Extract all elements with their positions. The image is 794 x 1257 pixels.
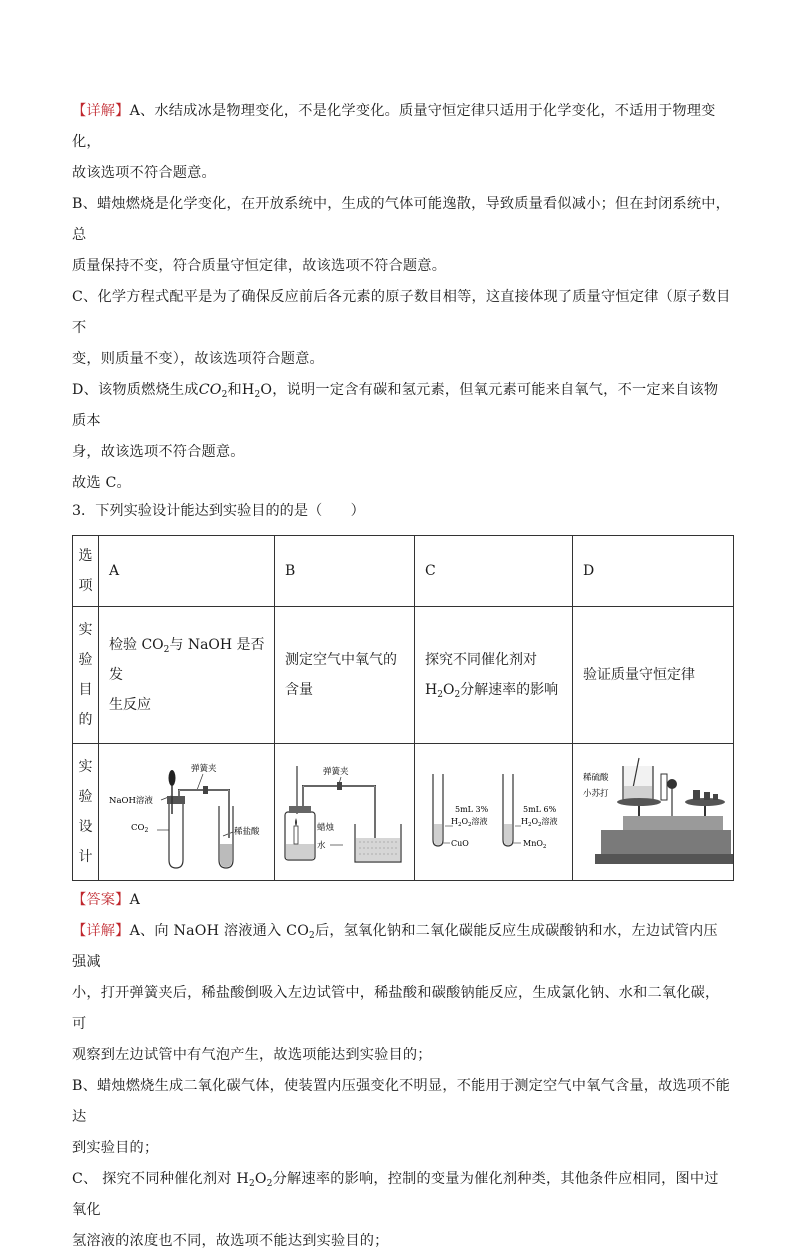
explain2-line-b1: B、蜡烛燃烧生成二氧化碳气体，使装置内压强变化不明显，不能用于测定空气中氧气含量，故选项不能达 xyxy=(72,1078,731,1126)
design-d xyxy=(573,744,734,881)
explain1-conclusion: 故选 C。 xyxy=(72,475,131,491)
explain2-line-a1: 【详解】A、向 NaOH 溶液通入 $CO_2$后，氢氧化钠和二氧化碳能反应生成碳酸钠和水，左边试管内压强减 xyxy=(72,923,718,971)
label-clip-a: 弹簧夹 xyxy=(191,764,217,775)
purpose-a: 检验 $CO_2$与 NaOH 是否发 生反应 xyxy=(99,607,275,744)
row-header-purpose: 实 验 目 的 xyxy=(73,607,99,744)
answer-tag: 【答案】 xyxy=(72,892,130,909)
option-a-header: A xyxy=(99,536,275,607)
explanation-block-2 xyxy=(72,916,732,1257)
explain1-line-c2: 变，则质量不变），故该选项符合题意。 xyxy=(72,351,324,367)
answer-value: A xyxy=(129,892,141,909)
label-naoh: NaOH溶液 xyxy=(109,796,153,807)
experiment-table xyxy=(72,535,734,881)
answer-line xyxy=(72,885,732,916)
diagram-d-balance xyxy=(573,744,734,876)
table-row-design xyxy=(73,744,734,881)
explain-tag: 【详解】 xyxy=(72,103,130,119)
diagram-a-apparatus xyxy=(99,744,275,876)
row-header-options: 选 项 xyxy=(73,536,99,607)
label-c-tube1-sol: $H_2O_2$溶液 xyxy=(451,817,488,829)
explain2-line-c1: C、 探究不同种催化剂对 $H_2O_2$分解速率的影响，控制的变量为催化剂种类，其他条件应相同，图中过氧化 xyxy=(72,1171,719,1219)
label-water: 水 xyxy=(317,841,326,852)
explain1-line-b1: B、蜡烛燃烧是化学变化，在开放系统中，生成的气体可能逸散，导致质量看似减小；但在封闭系统中，总 xyxy=(72,196,731,243)
dropper-bulb xyxy=(169,770,176,786)
label-cuo: CuO xyxy=(451,839,469,849)
explain2-line-a3: 观察到左边试管中有气泡产生，故选项能达到实验目的； xyxy=(72,1047,432,1064)
label-soda: 小苏打 xyxy=(583,789,609,800)
explain2-line-c2: 氢溶液的浓度也不同，故选项不能达到实验目的； xyxy=(72,1233,389,1250)
label-candle: 蜡烛 xyxy=(317,823,335,834)
explain1-line-a1: 【详解】A、水结成冰是物理变化，不是化学变化。质量守恒定律只适用于化学变化，不适用于物理变化， xyxy=(72,103,716,150)
explain1-line-d1: D、该物质燃烧生成$CO_2$和$H_2O$，说明一定含有碳和氢元素，但氧元素可能来自氧气，不一定来自该物质本 xyxy=(72,382,719,429)
design-c xyxy=(415,744,573,881)
option-d-header: D xyxy=(573,536,734,607)
explain1-line-a2: 故该选项不符合题意。 xyxy=(72,165,216,181)
label-c-tube2-conc: 5mL 6% xyxy=(523,805,557,815)
design-a xyxy=(99,744,275,881)
option-b-header: B xyxy=(275,536,415,607)
explain1-line-b2: 质量保持不变，符合质量守恒定律，故该选项不符合题意。 xyxy=(72,258,447,274)
explain1-line-d2: 身，故该选项不符合题意。 xyxy=(72,444,245,460)
explanation-block-1 xyxy=(72,96,732,499)
diagram-b-apparatus xyxy=(275,744,415,876)
explain1-line-c1: C、化学方程式配平是为了确保反应前后各元素的原子数目相等，这直接体现了质量守恒定律（原子数目不 xyxy=(72,289,731,336)
document-page xyxy=(72,96,732,1257)
label-c-tube2-sol: $H_2O_2$溶液 xyxy=(521,817,558,829)
row-header-design: 实 验 设 计 xyxy=(73,744,99,881)
purpose-d: 验证质量守恒定律 xyxy=(573,607,734,744)
stopper-left xyxy=(167,796,185,804)
explain2-line-b2: 到实验目的； xyxy=(72,1140,159,1157)
question-3: 3．下列实验设计能达到实验目的的是（ ） xyxy=(72,503,365,519)
label-hcl-a: 稀盐酸 xyxy=(234,827,260,838)
label-mno2: MnO$_2$ xyxy=(523,839,547,851)
explain2-line-a2: 小，打开弹簧夹后，稀盐酸倒吸入左边试管中，稀盐酸和碳酸钠能反应，生成氯化钠、水和二氧化碳，可 xyxy=(72,985,720,1033)
table-row-purpose xyxy=(73,607,734,744)
label-co2: $CO_2$ xyxy=(131,823,149,835)
label-clip-b: 弹簧夹 xyxy=(323,767,349,778)
diagram-c-apparatus xyxy=(415,744,573,876)
table-row-options xyxy=(73,536,734,607)
label-acid: 稀硫酸 xyxy=(583,773,609,784)
purpose-b: 测定空气中氧气的 含量 xyxy=(275,607,415,744)
purpose-c: 探究不同催化剂对 $H_2O_2$分解速率的影响 xyxy=(415,607,573,744)
label-c-tube1-conc: 5mL 3% xyxy=(455,805,489,815)
clip-a xyxy=(203,786,208,794)
design-b xyxy=(275,744,415,881)
option-c-header: C xyxy=(415,536,573,607)
